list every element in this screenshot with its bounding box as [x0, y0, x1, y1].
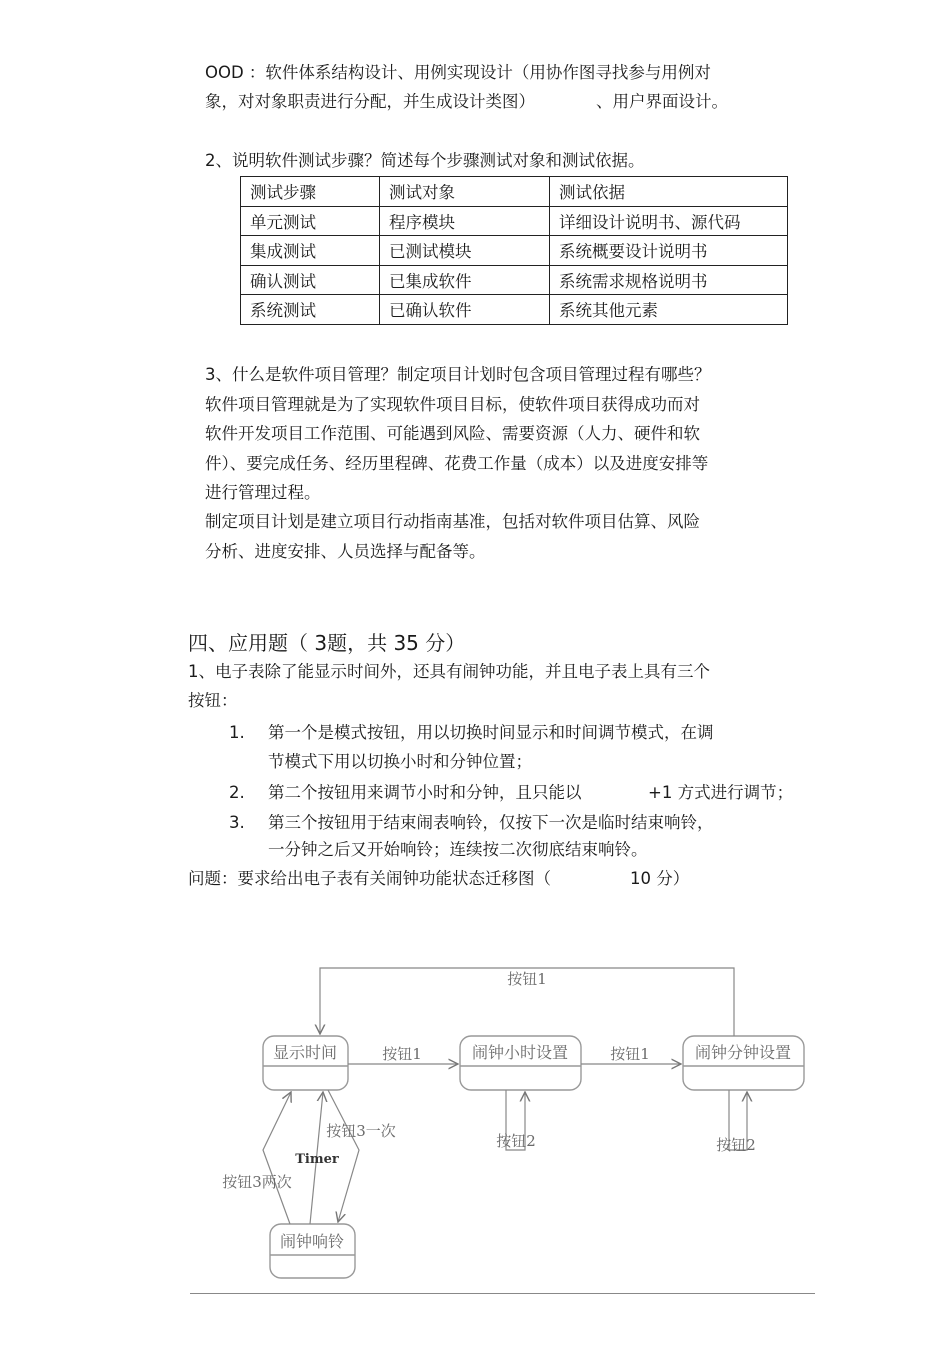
q3-para1-line: 软件项目管理就是为了实现软件项目目标，使软件项目获得成功而对: [205, 395, 700, 414]
table-cell: 系统测试: [241, 295, 380, 325]
section-heading: 四、应用题（ 3题，共 35 分）: [188, 631, 466, 655]
q3-para1-line: 件）、要完成任务、经历里程碑、花费工作量（成本）以及进度安排等: [205, 454, 709, 473]
q3-para2-line: 分析、进度安排、人员选择与配备等。: [205, 542, 486, 561]
state-display-label: 显示时间: [272, 1043, 338, 1062]
label-minute-self: 按钮2: [716, 1136, 756, 1154]
table-cell: 测试对象: [380, 177, 550, 207]
list-number: 3.: [229, 813, 245, 832]
ood-line-2a: 象，对对象职责进行分配，并生成设计类图）: [205, 92, 535, 111]
table-cell: 系统概要设计说明书: [550, 236, 788, 266]
q1-intro-line: 1、电子表除了能显示时间外，还具有闹钟功能，并且电子表上具有三个: [188, 662, 710, 681]
label-top-loop: 按钮1: [507, 970, 547, 988]
state-ring-label: 闹钟响铃: [279, 1232, 345, 1251]
table-cell: 已确认软件: [380, 295, 550, 325]
q2-title: 2、说明软件测试步骤？简述每个步骤测试对象和测试依据。: [205, 151, 645, 170]
table-cell: 测试步骤: [241, 177, 380, 207]
state-hour-label: 闹钟小时设置: [471, 1043, 569, 1062]
list-item-line: 第三个按钮用于结束闹表响铃，仅按下一次是临时结束响铃，: [268, 813, 714, 832]
label-display-to-hour: 按钮1: [382, 1045, 422, 1063]
label-hour-to-minute: 按钮1: [610, 1045, 650, 1063]
label-timer: Timer: [295, 1152, 339, 1167]
list-item-line: +1 方式进行调节；: [648, 783, 794, 802]
table-cell: 已测试模块: [380, 236, 550, 266]
table-cell: 程序模块: [380, 206, 550, 236]
ood-line-2b: 、用户界面设计。: [596, 92, 728, 111]
table-cell: 确认测试: [241, 265, 380, 295]
list-item-line: 一分钟之后又开始响铃；连续按二次彻底结束响铃。: [268, 840, 648, 859]
table-cell: 已集成软件: [380, 265, 550, 295]
bottom-rule: [190, 1293, 815, 1294]
list-item-line: 第二个按钮用来调节小时和分钟，且只能以: [268, 783, 582, 802]
table-cell: 单元测试: [241, 206, 380, 236]
q3-title: 3、什么是软件项目管理？制定项目计划时包含项目管理过程有哪些？: [205, 365, 711, 384]
list-number: 1.: [229, 723, 245, 742]
table-cell: 测试依据: [550, 177, 788, 207]
ood-line-1: OOD ：软件体系结构设计、用例实现设计（用协作图寻找参与用例对: [205, 63, 711, 82]
state-minute-label: 闹钟分钟设置: [694, 1043, 792, 1062]
label-hour-self: 按钮2: [496, 1132, 536, 1150]
list-number: 2.: [229, 783, 245, 802]
table-cell: 系统需求规格说明书: [550, 265, 788, 295]
list-item-line: 第一个是模式按钮，用以切换时间显示和时间调节模式，在调: [268, 723, 714, 742]
table-cell: 系统其他元素: [550, 295, 788, 325]
label-once: 按钮3一次: [326, 1122, 396, 1140]
q1-intro-line: 按钮：: [188, 691, 238, 710]
q3-para1-line: 软件开发项目工作范围、可能遇到风险、需要资源（人力、硬件和软: [205, 424, 700, 443]
question-text: 问题：要求给出电子表有关闹钟功能状态迁移图（: [188, 869, 551, 888]
label-twice: 按钮3两次: [222, 1173, 292, 1191]
table-cell: 详细设计说明书、源代码: [550, 206, 788, 236]
q3-para1-line: 进行管理过程。: [205, 483, 321, 502]
question-score: 10 分）: [630, 869, 690, 888]
q3-para2-line: 制定项目计划是建立项目行动指南基准，包括对软件项目估算、风险: [205, 512, 700, 531]
table-cell: 集成测试: [241, 236, 380, 266]
transition-ring-to-display-twice: [263, 1092, 291, 1224]
list-item-line: 节模式下用以切换小时和分钟位置；: [268, 752, 532, 771]
